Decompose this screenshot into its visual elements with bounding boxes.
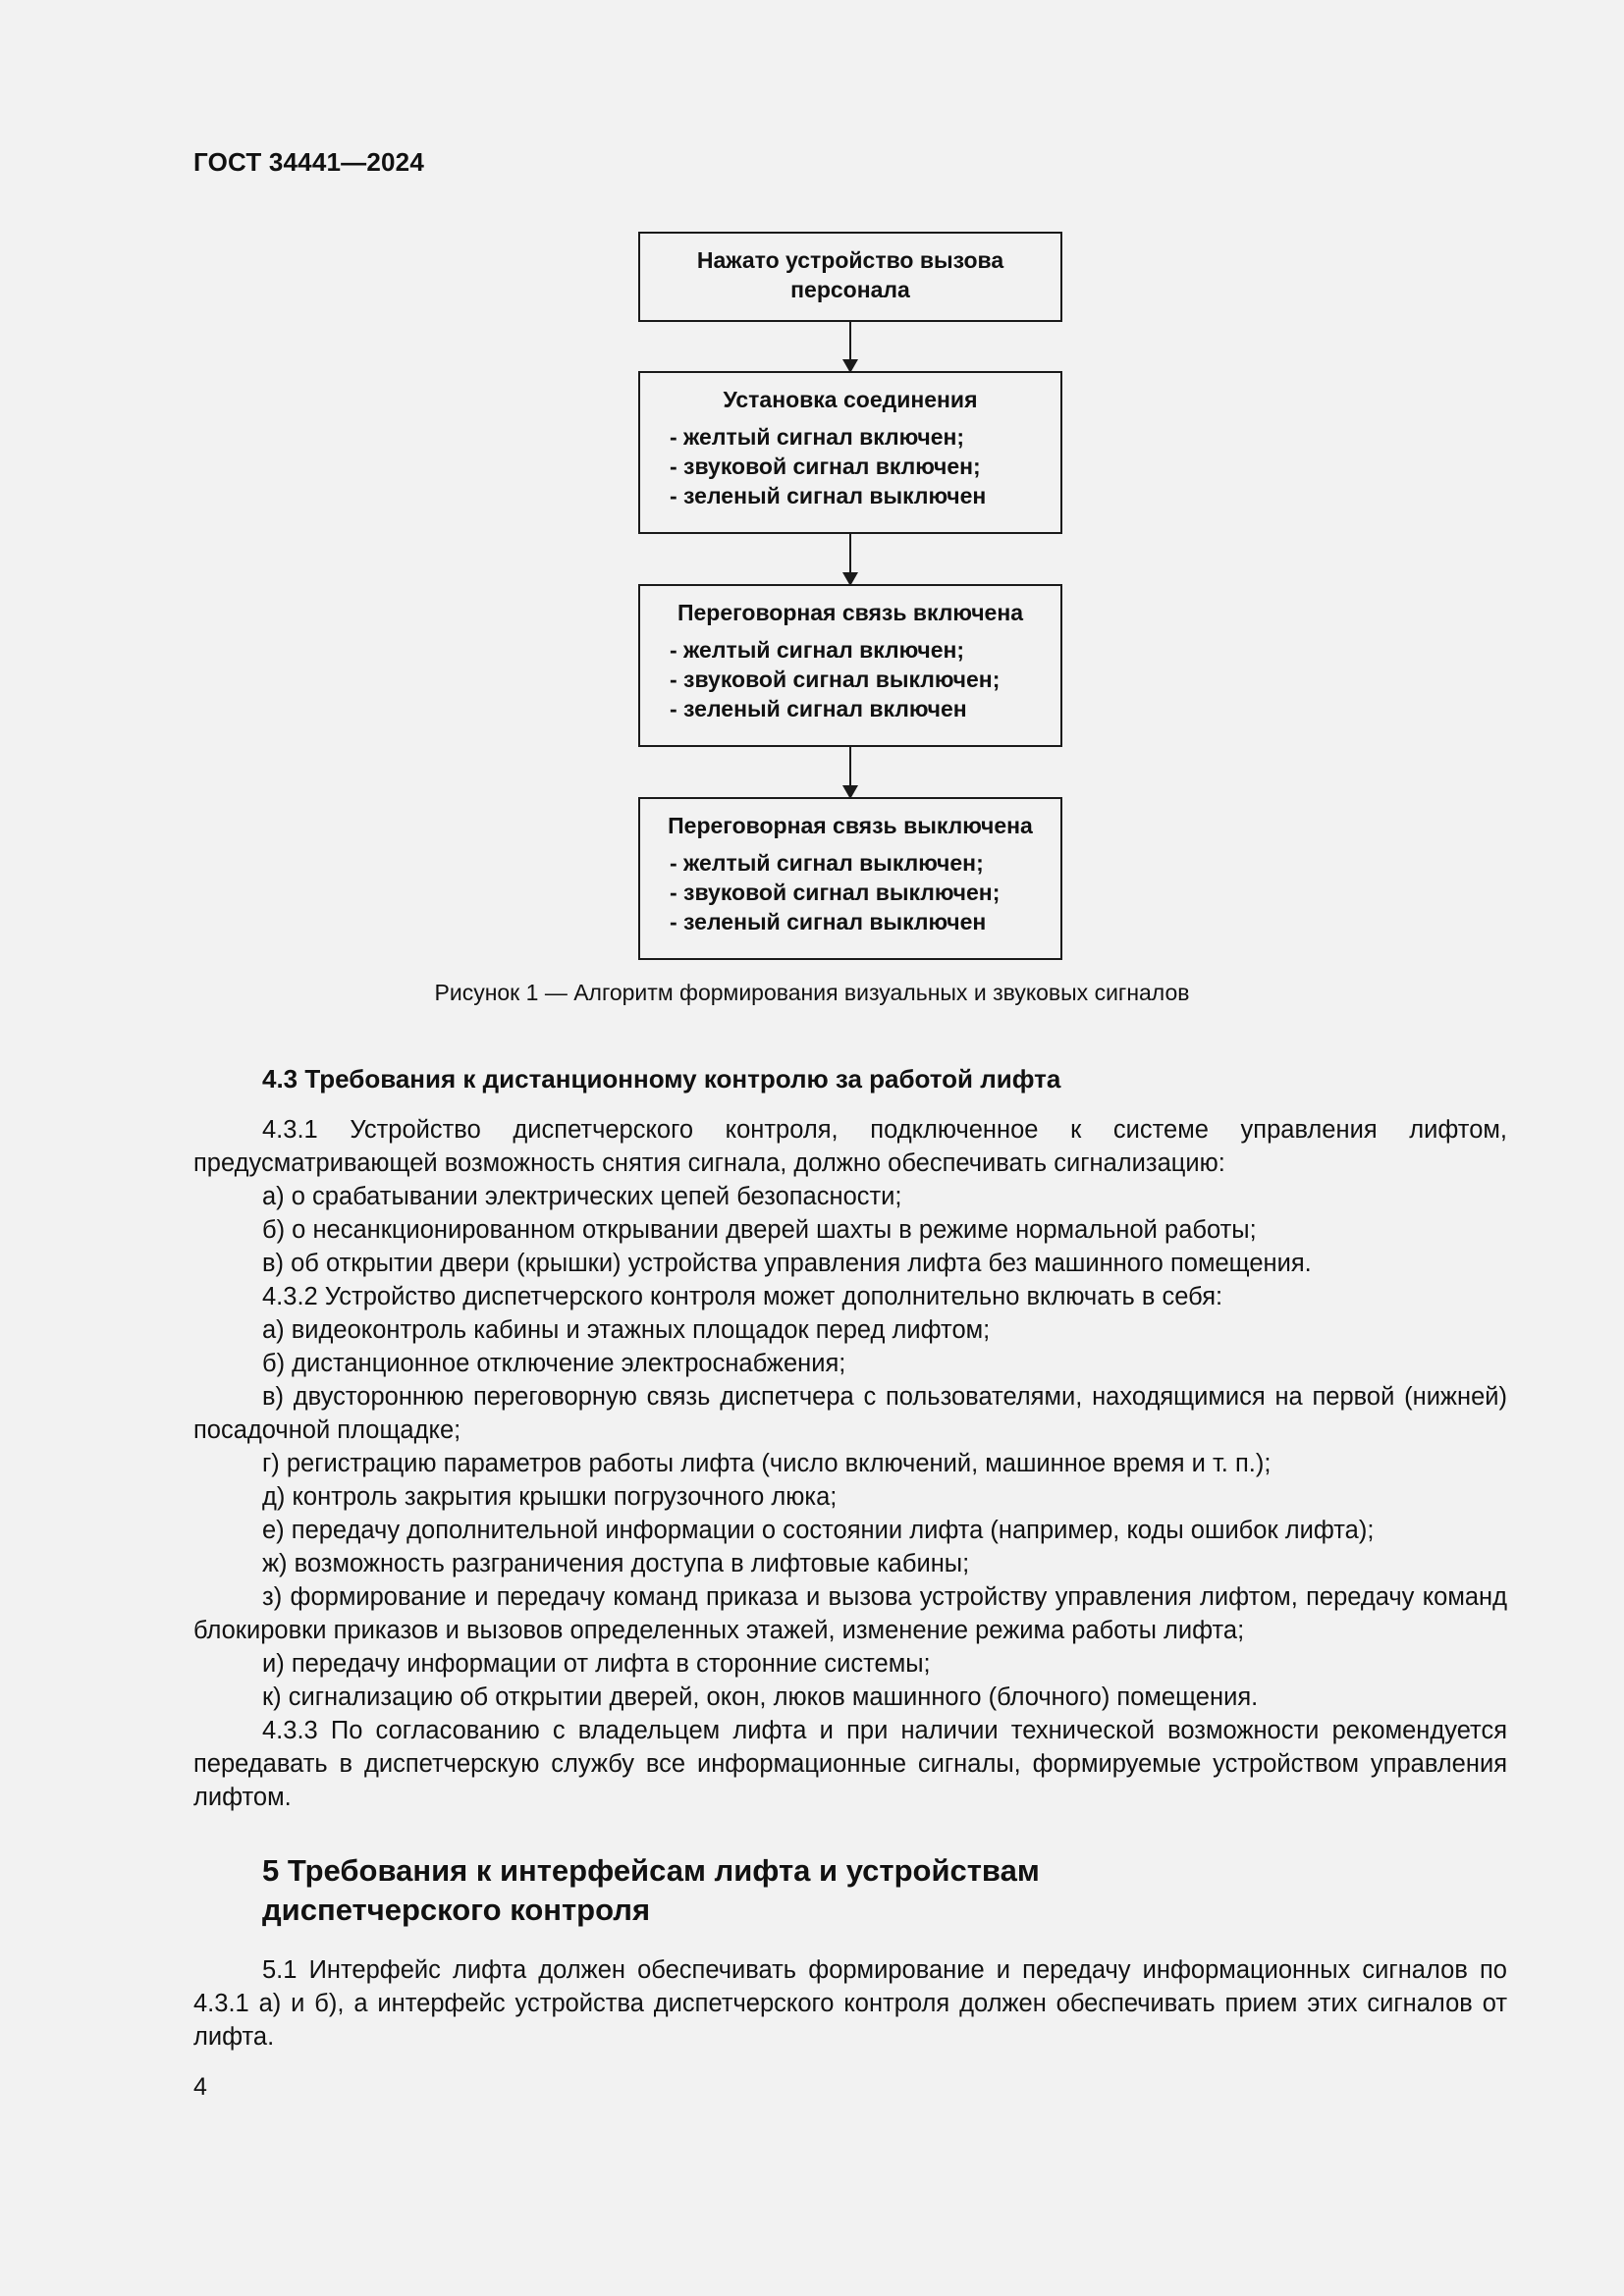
- list-item: а) о срабатывании электрических цепей безопасности;: [262, 1183, 902, 1210]
- section-5-heading-line: 5 Требования к интерфейсам лифта и устройствам: [262, 1853, 1040, 1888]
- flowchart-arrow: [849, 747, 851, 797]
- flowchart-box-title: Переговорная связь выключена: [668, 813, 1033, 838]
- flowchart-item: - зеленый сигнал выключен: [670, 483, 987, 508]
- flowchart-box-talk-off: [638, 797, 1062, 960]
- flowchart-item: - зеленый сигнал выключен: [670, 909, 987, 934]
- figure-caption: Рисунок 1 — Алгоритм формирования визуальных и звуковых сигналов: [434, 980, 1190, 1005]
- list-item: в) об открытии двери (крышки) устройства управления лифта без машинного помещения.: [262, 1250, 1312, 1277]
- paragraph: 5.1 Интерфейс лифта должен обеспечивать формирование и передачу информационных сигналов по 4.3.1 а) и б), а интерфейс устройства диспетчерского контроля должен обеспечивать прием этих сигналов от лифта.: [193, 1956, 1507, 2051]
- section-4-3-body: [193, 1113, 1507, 1814]
- list-item: е) передачу дополнительной информации о состоянии лифта (например, коды ошибок лифта);: [262, 1517, 1375, 1544]
- list-item: д) контроль закрытия крышки погрузочного люка;: [262, 1483, 838, 1511]
- flowchart-box-connection: [638, 371, 1062, 534]
- section-5-body: [193, 1953, 1507, 2054]
- flowchart-box-start: [638, 232, 1062, 322]
- flowchart-arrow: [849, 322, 851, 371]
- flowchart-item: - желтый сигнал выключен;: [670, 850, 984, 876]
- flowchart-box-title: Нажато устройство вызова персонала: [696, 247, 1004, 302]
- list-item: б) о несанкционированном открывании дверей шахты в режиме нормальной работы;: [262, 1216, 1257, 1244]
- flowchart-box-title: Переговорная связь включена: [677, 600, 1024, 625]
- list-item: а) видеоконтроль кабины и этажных площадок перед лифтом;: [262, 1316, 991, 1344]
- page-number: 4: [193, 2073, 207, 2101]
- flowchart-item: - зеленый сигнал включен: [670, 696, 967, 721]
- flowchart-arrow: [849, 534, 851, 584]
- list-item: и) передачу информации от лифта в сторонние системы;: [262, 1650, 931, 1678]
- section-5-heading-line: диспетчерского контроля: [262, 1893, 651, 1927]
- flowchart-item: - звуковой сигнал включен;: [670, 454, 981, 479]
- flowchart-box-title: Установка соединения: [723, 387, 978, 412]
- list-item: к) сигнализацию об открытии дверей, окон, люков машинного (блочного) помещения.: [262, 1683, 1259, 1711]
- section-4-3-heading: 4.3 Требования к дистанционному контролю за работой лифта: [262, 1064, 1061, 1094]
- flowchart-item: - звуковой сигнал выключен;: [670, 667, 1001, 692]
- flowchart-item: - звуковой сигнал выключен;: [670, 880, 1001, 905]
- list-item: ж) возможность разграничения доступа в лифтовые кабины;: [262, 1550, 970, 1577]
- flowchart-item: - желтый сигнал включен;: [670, 424, 965, 450]
- flowchart-box-talk-on: [638, 584, 1062, 747]
- paragraph: 4.3.2 Устройство диспетчерского контроля может дополнительно включать в себя:: [262, 1283, 1223, 1310]
- paragraph: 4.3.1 Устройство диспетчерского контроля, подключенное к системе управления лифтом, предусматривающей возможность снятия сигнала, должно обеспечивать сигнализацию:: [193, 1116, 1507, 1177]
- list-item: з) формирование и передачу команд приказа и вызова устройству управления лифтом, передачу команд блокировки приказов и вызовов определенных этажей, изменение режима работы лифта;: [193, 1583, 1507, 1644]
- list-item: б) дистанционное отключение электроснабжения;: [262, 1350, 846, 1377]
- section-5-heading: [262, 1851, 1040, 1930]
- list-item: в) двустороннюю переговорную связь диспетчера с пользователями, находящимися на первой (нижней) посадочной площадке;: [193, 1383, 1507, 1444]
- paragraph: 4.3.3 По согласованию с владельцем лифта и при наличии технической возможности рекомендуется передавать в диспетчерскую службу все информационные сигналы, формируемые устройством управления лифтом.: [193, 1717, 1507, 1811]
- flowchart-item: - желтый сигнал включен;: [670, 637, 965, 663]
- list-item: г) регистрацию параметров работы лифта (число включений, машинное время и т. п.);: [262, 1450, 1272, 1477]
- document-code: ГОСТ 34441—2024: [193, 147, 424, 177]
